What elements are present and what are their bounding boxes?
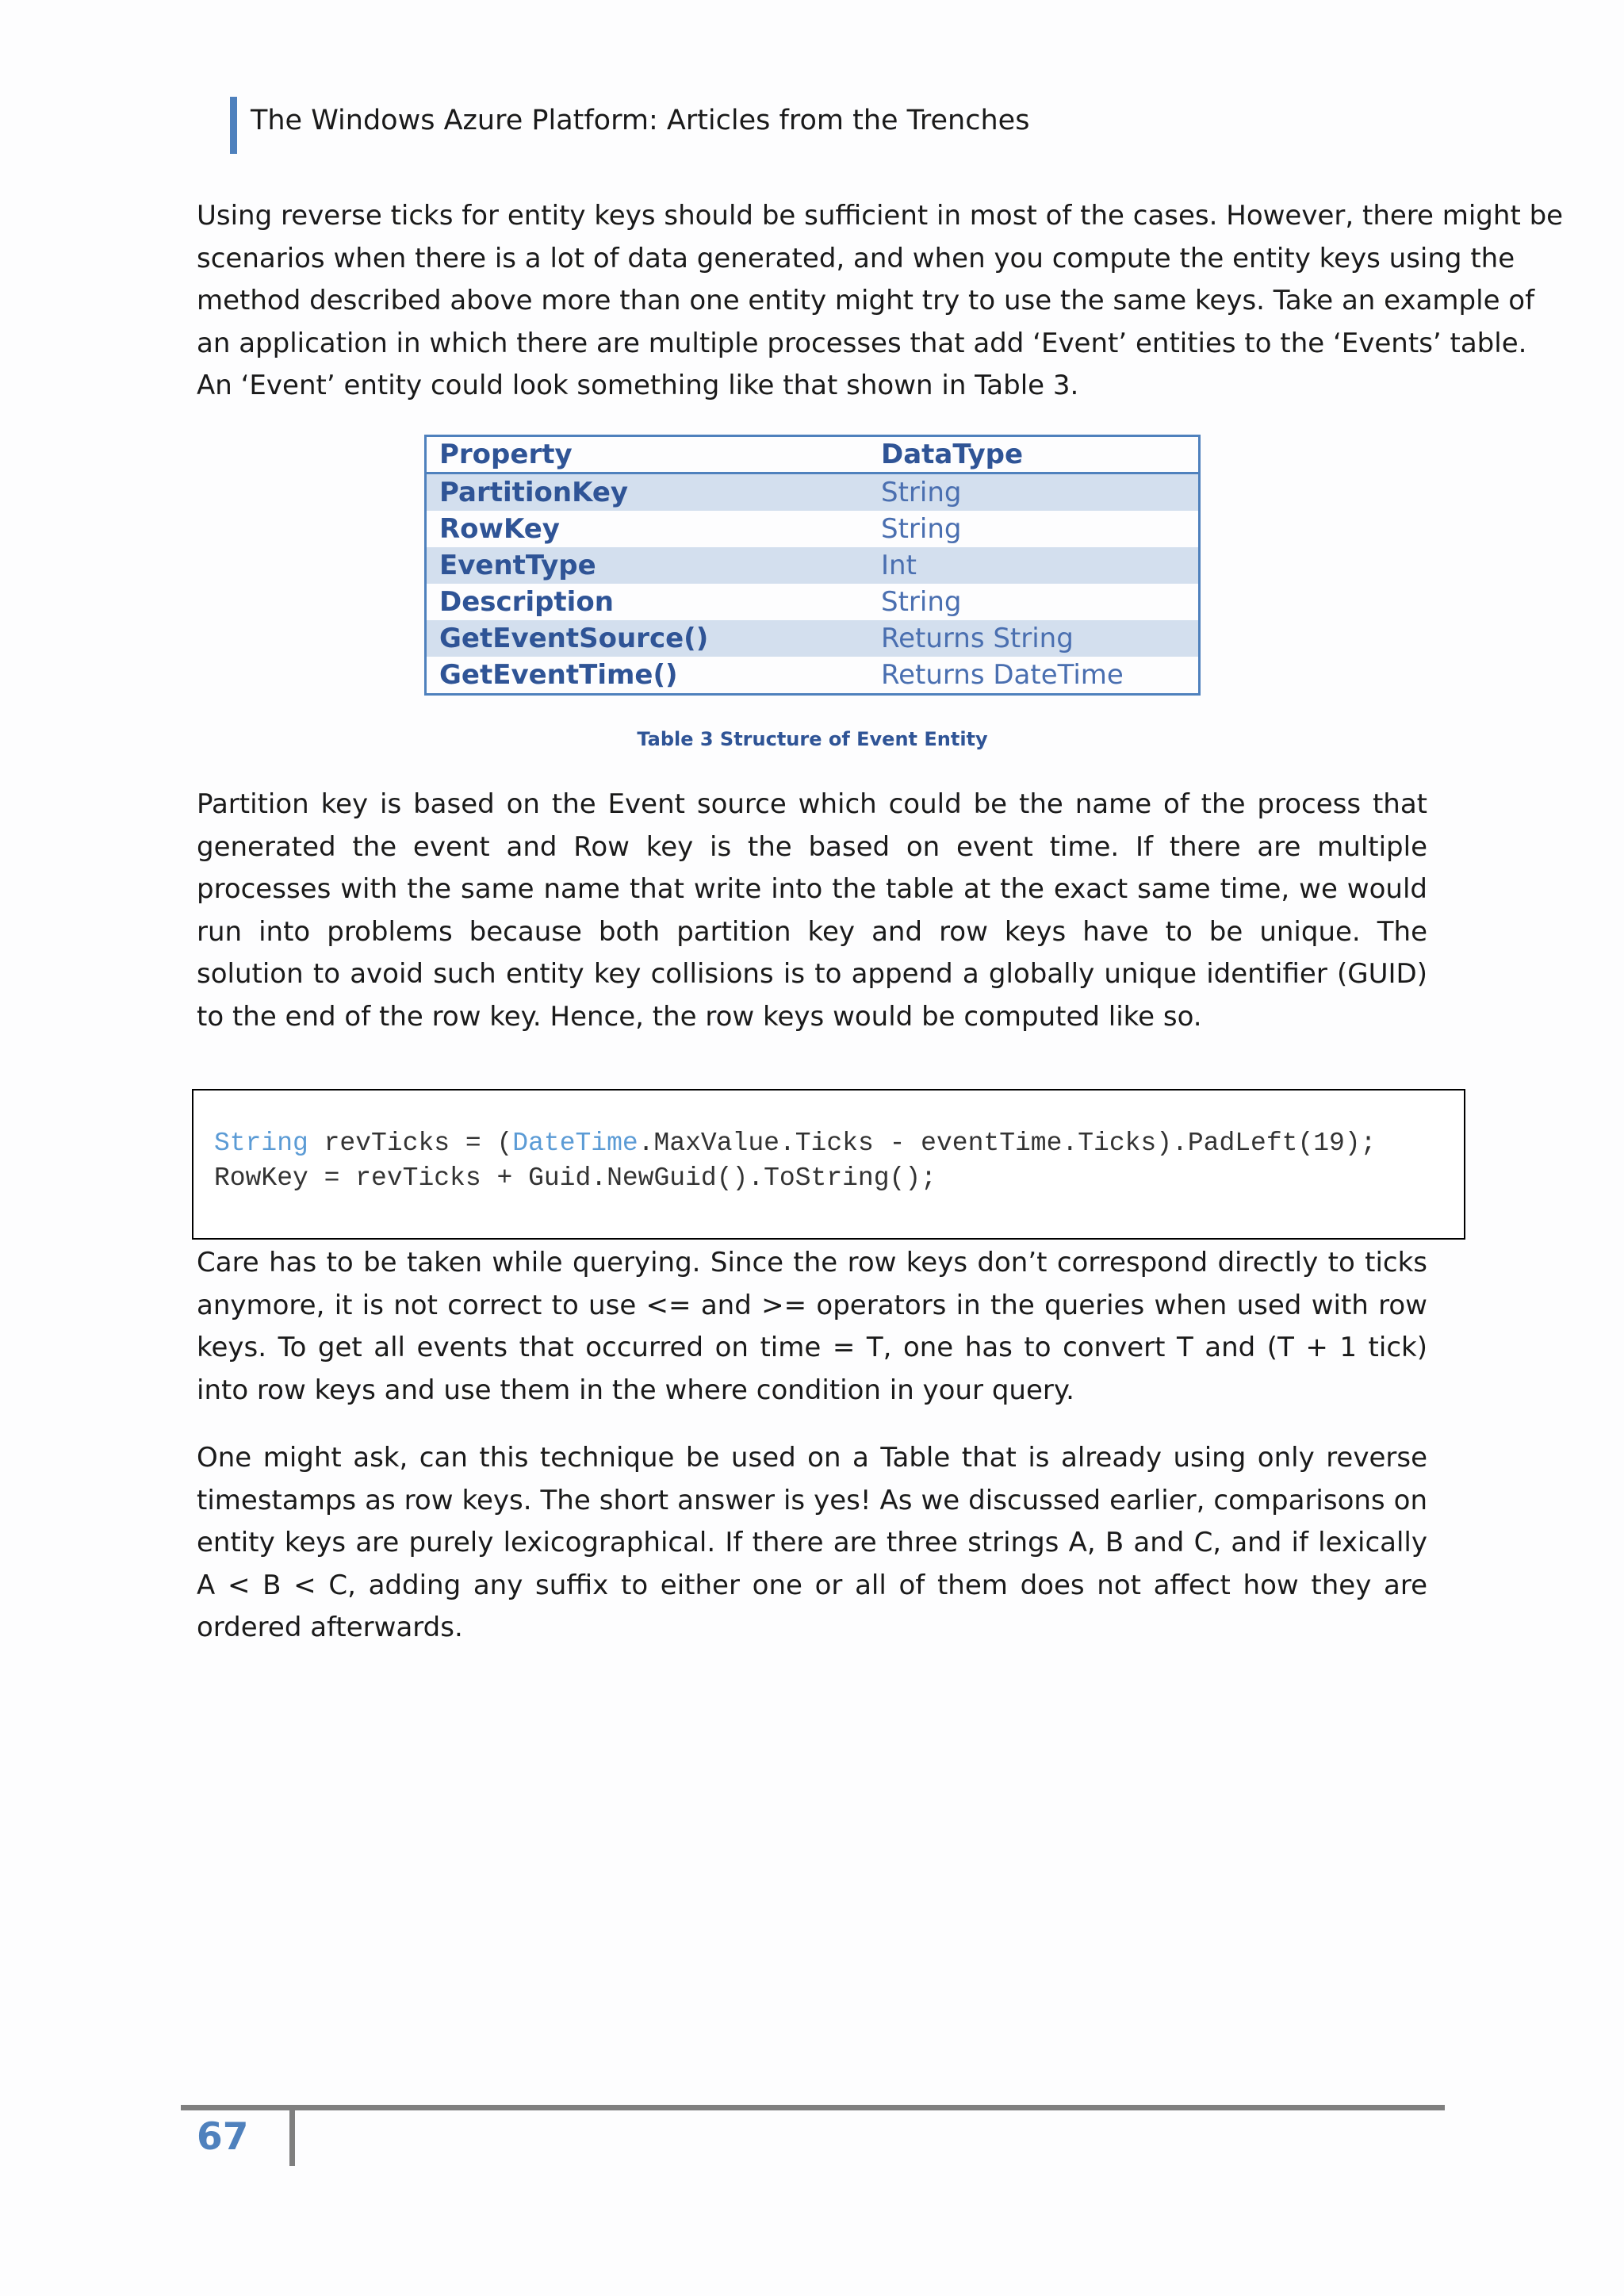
- paragraph-line: An ‘Event’ entity could look something like that shown in Table 3.: [197, 370, 1079, 401]
- paragraph-line: an application in which there are multiple processes that add ‘Event’ entities to the ‘Events’ table.: [197, 327, 1527, 359]
- header-datatype: DataType: [868, 436, 1200, 473]
- table-row: [426, 584, 1200, 620]
- table-row: [426, 473, 1200, 512]
- paragraph-line: scenarios when there is a lot of data generated, and when you compute the entity keys using the: [197, 242, 1515, 274]
- cell-property: EventType: [426, 547, 869, 584]
- cell-property: RowKey: [439, 513, 560, 545]
- running-header: The Windows Azure Platform: Articles from the Trenches: [251, 105, 1030, 136]
- table-row: [426, 657, 1200, 695]
- code-text: .MaxValue.Ticks - eventTime.Ticks).PadLeft(19);: [638, 1129, 1377, 1158]
- event-entity-table: [424, 435, 1201, 696]
- cell-property: GetEventTime(): [439, 659, 678, 691]
- cell-property: Description: [439, 586, 614, 618]
- table-row: [426, 511, 1200, 547]
- paragraph-intro: [197, 195, 1564, 408]
- cell-datatype: Returns DateTime: [881, 659, 1124, 691]
- paragraph-partition-key: Partition key is based on the Event source which could be the name of the process that generated the event and Row key is the based on event time. If there are multiple processes with the same name that write into the table at the exact same time, we would run into problems because both partition key and row keys have to be unique. The solution to avoid such entity key collisions is to append a globally unique identifier (GUID) to the end of the row key. Hence, the row keys would be computed like so.: [197, 788, 1427, 1033]
- cell-datatype: String: [881, 513, 962, 545]
- header-accent-bar: [230, 97, 237, 154]
- page-number: 67: [197, 2115, 249, 2159]
- cell-datatype: Int: [868, 547, 1200, 584]
- cell-datatype: Returns String: [868, 620, 1200, 657]
- code-block: [192, 1089, 1465, 1240]
- paragraph-line: Using reverse ticks for entity keys should be sufficient in most of the cases. However, there might be: [197, 200, 1564, 232]
- table-row: [426, 620, 1200, 657]
- code-keyword: DateTime: [512, 1129, 638, 1158]
- cell-datatype: String: [881, 586, 962, 618]
- code-line-2: RowKey = revTicks + Guid.NewGuid().ToString();: [214, 1163, 936, 1193]
- table-row: [426, 547, 1200, 584]
- header-property: Property: [426, 436, 869, 473]
- table-caption: Table 3 Structure of Event Entity: [637, 728, 988, 750]
- cell-property: PartitionKey: [426, 473, 869, 512]
- paragraph-reverse-timestamps: One might ask, can this technique be used on a Table that is already using only reverse timestamps as row keys. The short answer is yes! As we discussed earlier, comparisons on entity keys are purely lexicographical. If there are three strings A, B and C, and if lexically A < B < C, adding any suffix to either one or all of them does not affect how they are ordered afterwards.: [197, 1442, 1427, 1643]
- code-line-1: [214, 1129, 1376, 1158]
- code-keyword: String: [214, 1129, 308, 1158]
- cell-property: GetEventSource(): [426, 620, 869, 657]
- footer-divider: [289, 2110, 295, 2166]
- paragraph-line: method described above more than one entity might try to use the same keys. Take an example of: [197, 285, 1535, 316]
- footer-rule: [181, 2105, 1445, 2110]
- table-header-row: [426, 436, 1200, 473]
- paragraph-querying: Care has to be taken while querying. Since the row keys don’t correspond directly to ticks anymore, it is not correct to use <= and >= operators in the queries when used with row keys. To get all events that occurred on time = T, one has to convert T and (T + 1 tick) into row keys and use them in the where condition in your query.: [197, 1247, 1427, 1406]
- code-text: revTicks = (: [308, 1129, 513, 1158]
- cell-datatype: String: [868, 473, 1200, 512]
